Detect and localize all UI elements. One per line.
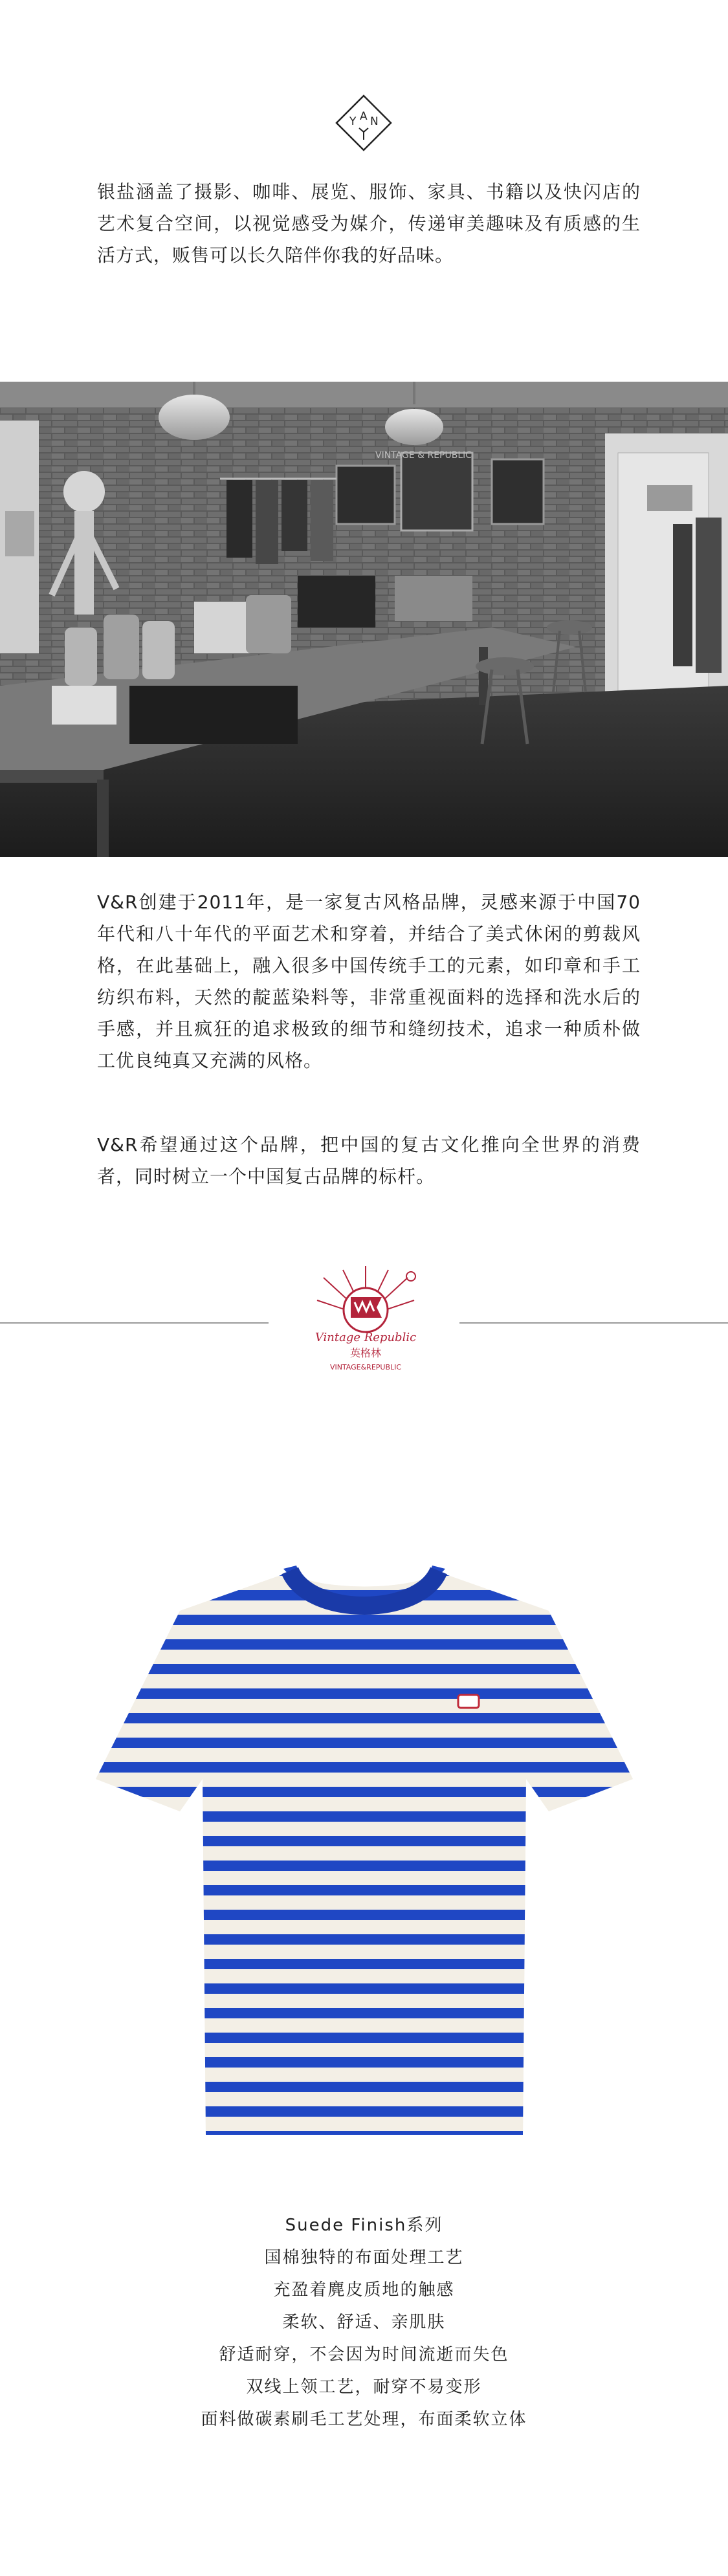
caption-line: 国棉独特的布面处理工艺	[264, 2248, 464, 2267]
badge-caption-text: VINTAGE&REPUBLIC	[329, 1363, 402, 1371]
badge-chinese-text: 英格林	[349, 1347, 382, 1359]
brand-mission-paragraph: V&R希望通过这个品牌，把中国的复古文化推向全世界的消费者，同时树立一个中国复古品牌的标杆。	[97, 1134, 641, 1187]
logo-letter-n: N	[370, 115, 379, 128]
vintage-republic-badge-logo	[304, 1265, 427, 1381]
brand-story-paragraph: V&R创建于2011年，是一家复古风格品牌，灵感来源于中国70年代和八十年代的平面艺术和穿着，并结合了美式休闲的剪裁风格，在此基础上，融入很多中国传统手工的元素，如印章和手工纺织布料，天然的靛蓝染料等，非常重视面料的选择和洗水后的手感，并且疯狂的追求极致的细节和缝纫技术，追求一种质朴做工优良纯真又充满的风格。	[97, 891, 641, 1071]
badge-script-text: Vintage Republic	[314, 1331, 417, 1344]
intro-paragraph: 银盐涵盖了摄影、咖啡、展览、服饰、家具、书籍以及快闪店的艺术复合空间，以视觉感受为媒介，传递审美趣味及有质感的生活方式，贩售可以长久陪伴你我的好品味。	[97, 181, 641, 266]
caption-line: 柔软、舒适、亲肌肤	[282, 2313, 446, 2332]
logo-letter-a: A	[360, 110, 368, 123]
divider-left	[0, 1322, 269, 1324]
caption-line: 充盈着麂皮质地的触感	[273, 2280, 455, 2300]
caption-line: 双线上领工艺，耐穿不易变形	[246, 2377, 482, 2397]
caption-series-title: Suede Finish系列	[285, 2216, 443, 2235]
brand-logo	[331, 91, 396, 155]
product-caption	[0, 2209, 728, 2436]
divider-right	[459, 1322, 728, 1324]
striped-tshirt-photo	[96, 1566, 633, 2148]
caption-line: 舒适耐穿，不会因为时间流逝而失色	[219, 2345, 509, 2364]
caption-line: 面料做碳素刷毛工艺处理，布面柔软立体	[201, 2410, 527, 2429]
logo-letter-y: Y	[349, 115, 357, 128]
store-interior-photo	[0, 382, 728, 857]
photo-sign-text: VINTAGE & REPUBLIC	[375, 450, 472, 461]
